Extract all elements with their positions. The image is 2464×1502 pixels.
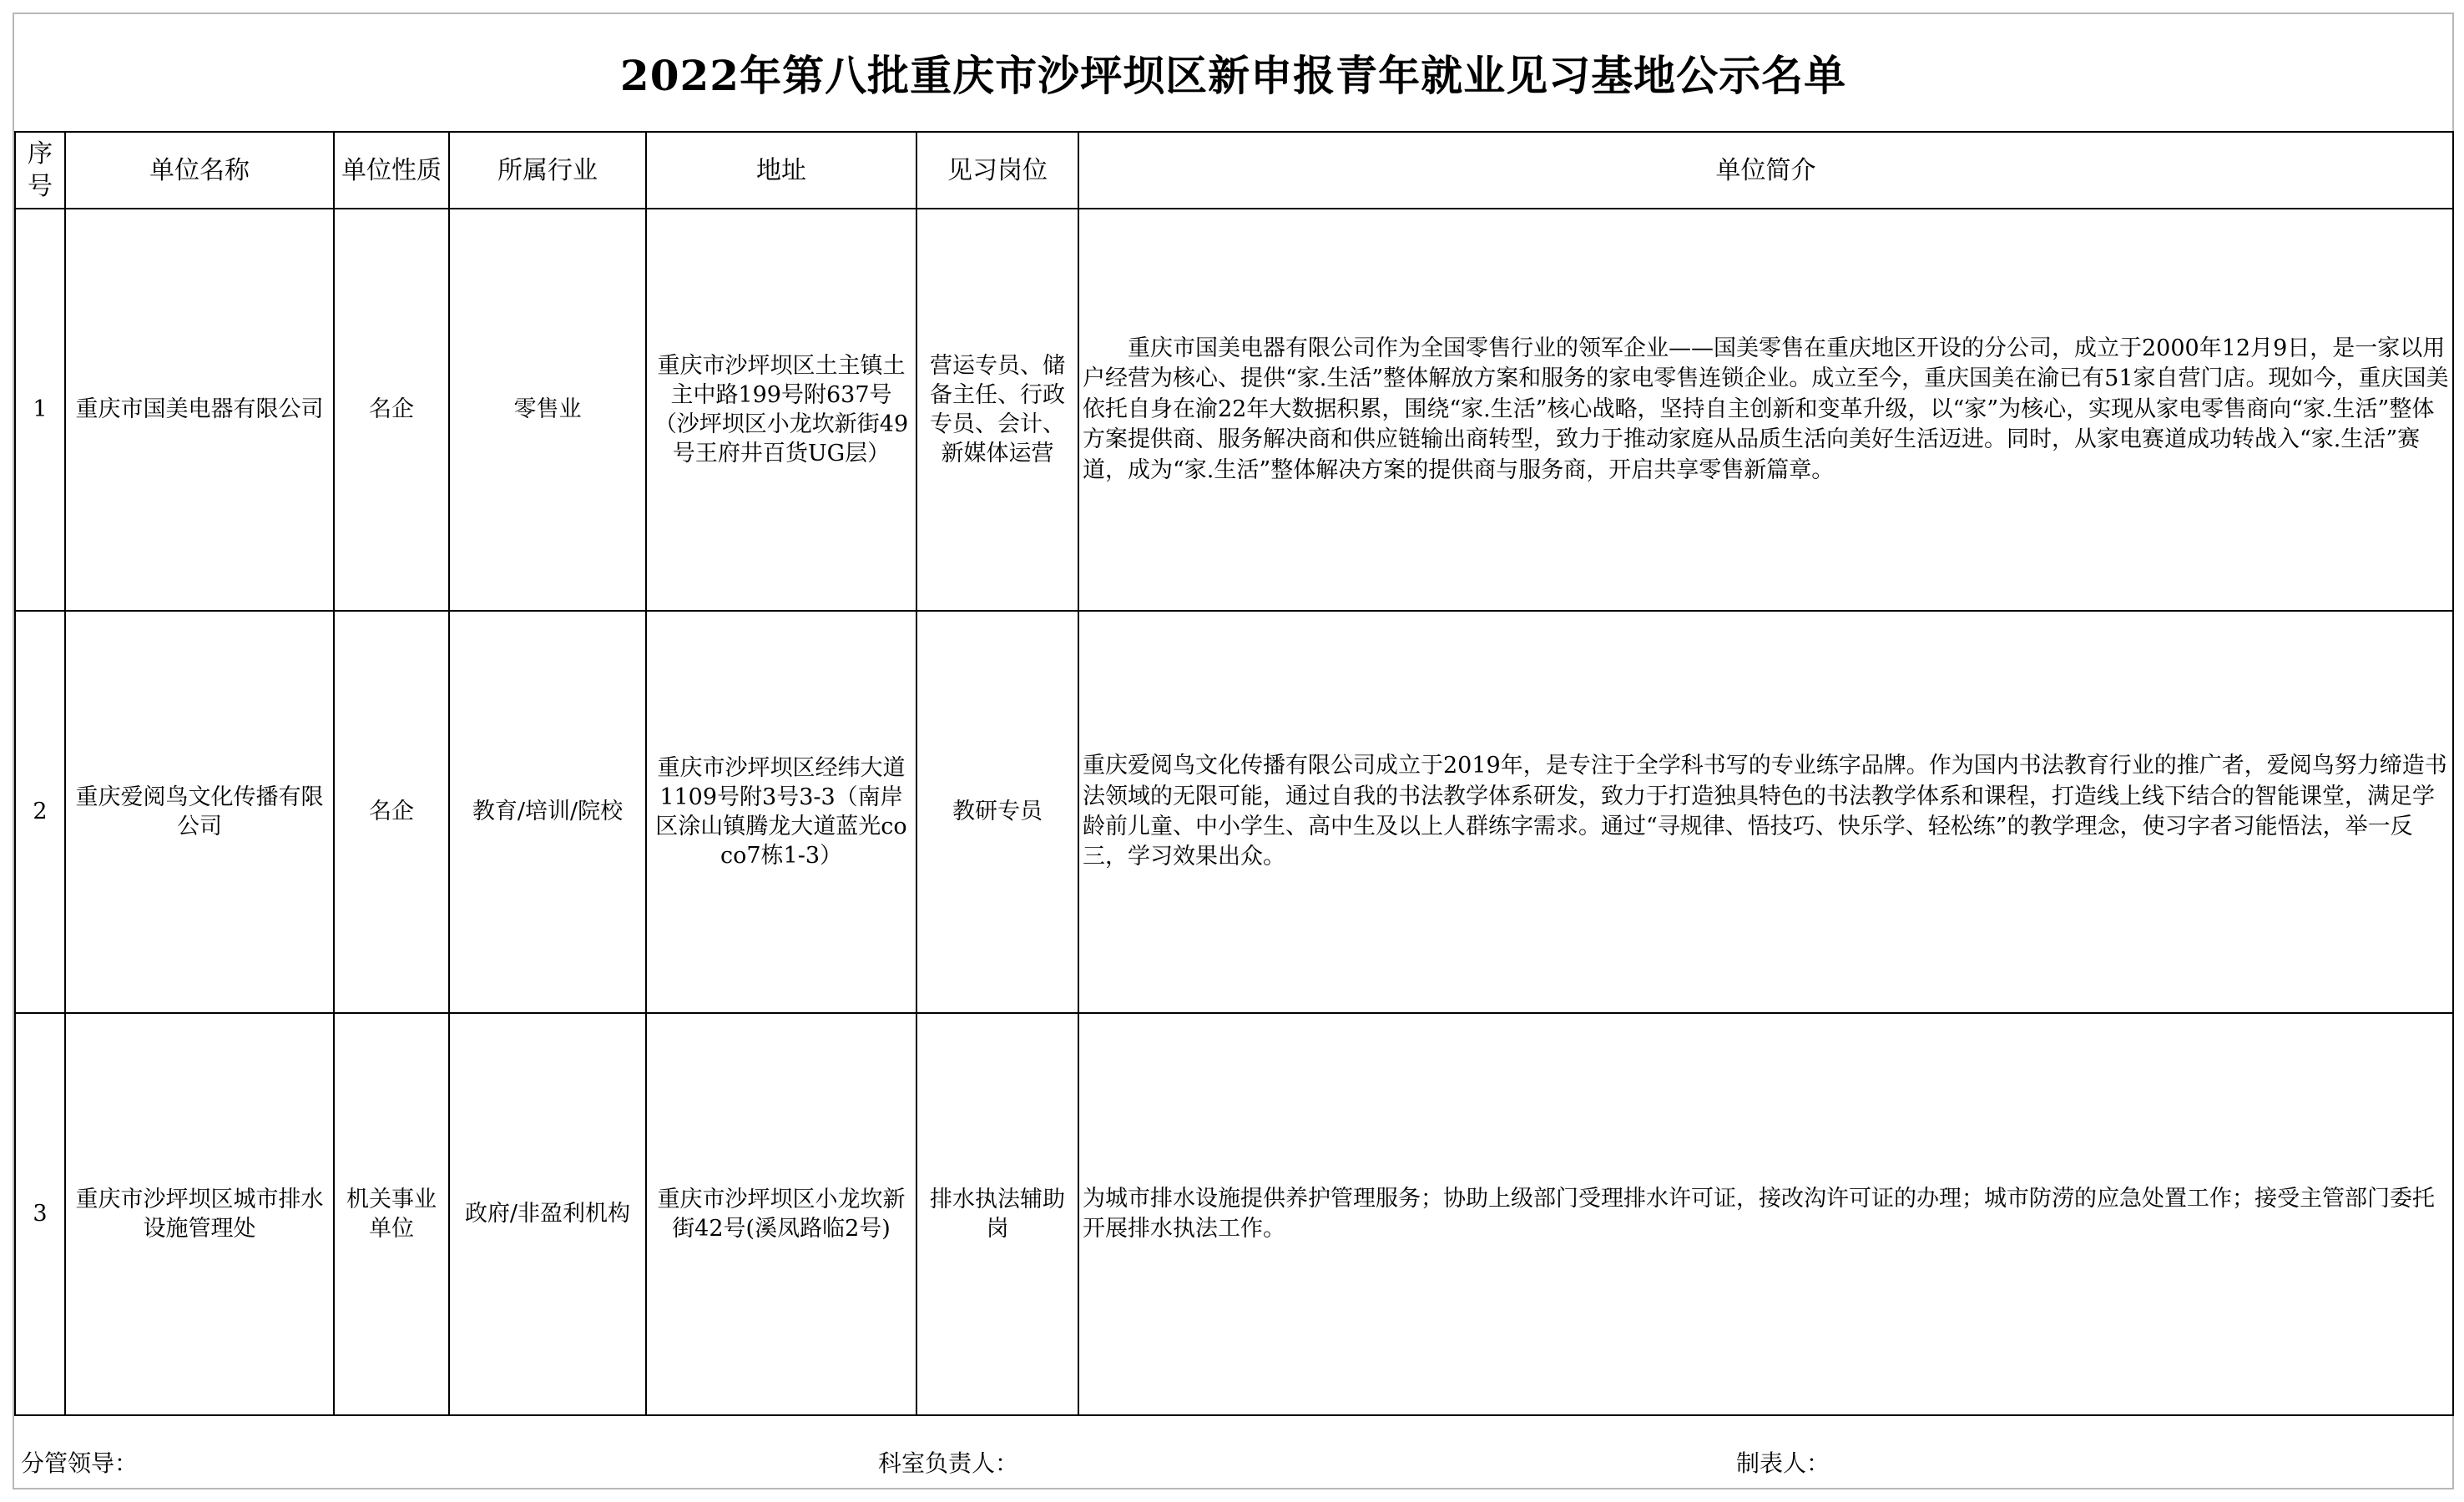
row-index: 3 [15,1013,65,1415]
header-name: 单位名称 [65,132,334,209]
row-name: 重庆市国美电器有限公司 [65,209,334,611]
row-intro: 为城市排水设施提供养护管理服务；协助上级部门受理排水许可证，接改沟许可证的办理；城市防涝的应急处置工作；接受主管部门委托开展排水执法工作。 [1078,1013,2453,1415]
row-industry: 零售业 [449,209,646,611]
row-intro [1078,209,2453,611]
header-address: 地址 [646,132,916,209]
document-sheet [13,13,2454,1489]
row-address: 重庆市沙坪坝区小龙坎新街42号(溪凤路临2号) [646,1013,916,1415]
header-index: 序号 [15,132,65,209]
page-title: 2022年第八批重庆市沙坪坝区新申报青年就业见习基地公示名单 [619,51,1847,100]
table-header-row [15,132,2453,209]
row-positions: 教研专员 [916,611,1078,1013]
row-nature: 名企 [334,611,449,1013]
row-positions: 排水执法辅助岗 [916,1013,1078,1415]
header-nature: 单位性质 [334,132,449,209]
row-industry: 政府/非盈利机构 [449,1013,646,1415]
footer-tabulator-label: 制表人： [1736,1449,1830,1477]
header-industry: 所属行业 [449,132,646,209]
row-address: 重庆市沙坪坝区土主镇土主中路199号附637号（沙坪坝区小龙坎新街49号王府井百货UG层） [646,209,916,611]
row-name: 重庆爱阅鸟文化传播有限公司 [65,611,334,1013]
table-row [15,209,2453,611]
row-nature: 机关事业单位 [334,1013,449,1415]
signature-footer [14,1422,2452,1489]
row-index: 2 [15,611,65,1013]
table-row [15,1013,2453,1415]
footer-leader-label: 分管领导： [21,1449,139,1477]
footer-section-head-label: 科室负责人： [878,1449,1019,1477]
row-address: 重庆市沙坪坝区经纬大道1109号附3号3-3（南岸区涂山镇腾龙大道蓝光coco7栋1-3） [646,611,916,1013]
table-row [15,611,2453,1013]
row-nature: 名企 [334,209,449,611]
row-positions: 营运专员、储备主任、行政专员、会计、新媒体运营 [916,209,1078,611]
row-intro: 重庆爱阅鸟文化传播有限公司成立于2019年，是专注于全学科书写的专业练字品牌。作为国内书法教育行业的推广者，爱阅鸟努力缔造书法领域的无限可能，通过自我的书法教学体系研发，致力于打造独具特色的书法教学体系和课程，打造线上线下结合的智能课堂，满足学龄前儿童、中小学生、高中生及以上人群练字需求。通过“寻规律、悟技巧、快乐学、轻松练”的教学理念，使习字者习能悟法，举一反三，学习效果出众。 [1078,611,2453,1013]
row-index: 1 [15,209,65,611]
row-industry: 教育/培训/院校 [449,611,646,1013]
roster-table [14,131,2454,1416]
header-positions: 见习岗位 [916,132,1078,209]
row-intro-text: 重庆市国美电器有限公司作为全国零售行业的领军企业——国美零售在重庆地区开设的分公司，成立于2000年12月9日，是一家以用户经营为核心、提供“家.生活”整体解放方案和服务的家电零售连锁企业。成立至今，重庆国美在渝已有51家自营门店。现如今，重庆国美依托自身在渝22年大数据积累，围绕“家.生活”核心战略，坚持自主创新和变革升级，以“家”为核心，实现从家电零售商向“家.生活”整体方案提供商、服务解决商和供应链输出商转型，致力于推动家庭从品质生活向美好生活迈进。同时，从家电赛道成功转战入“家.生活”赛道，成为“家.生活”整体解决方案的提供商与服务商，开启共享零售新篇章。 [1083,335,2449,483]
row-name: 重庆市沙坪坝区城市排水设施管理处 [65,1013,334,1415]
header-intro: 单位简介 [1078,132,2453,209]
